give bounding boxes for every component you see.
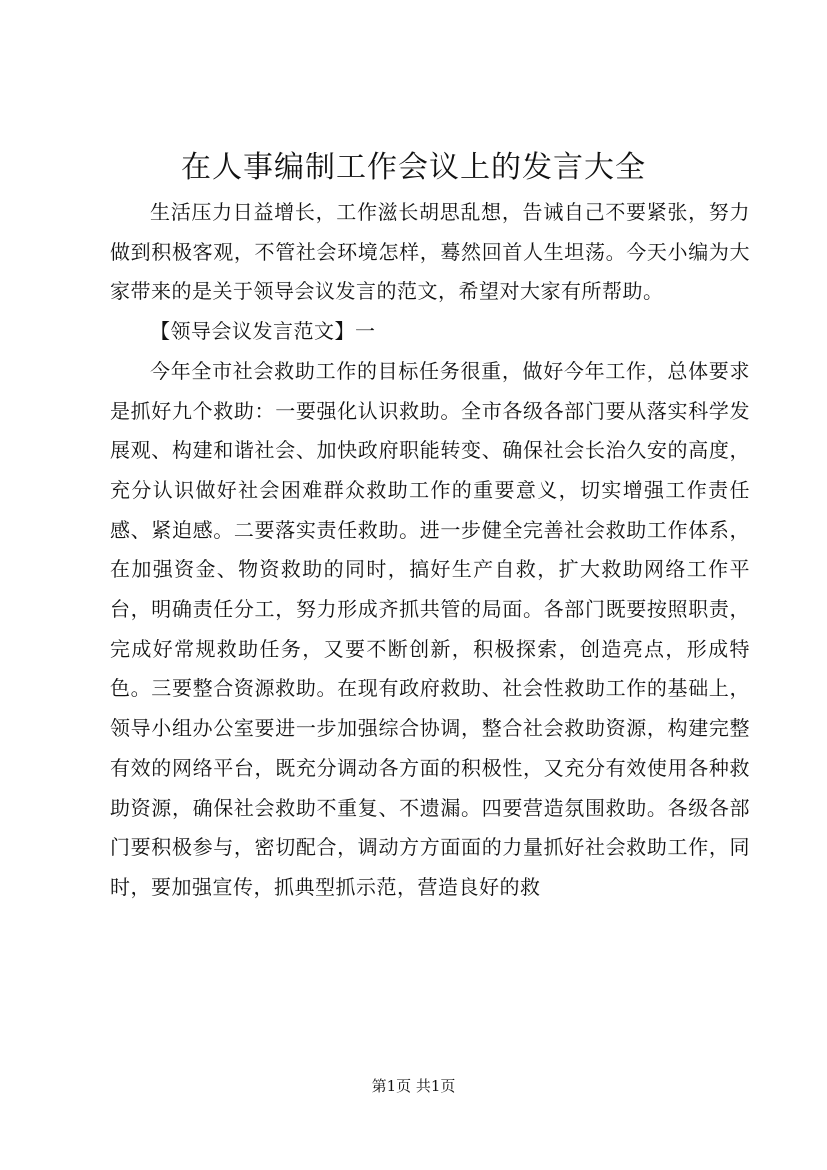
- page-footer: 第1页 共1页: [371, 1077, 456, 1095]
- body-paragraph: 今年全市社会救助工作的目标任务很重，做好今年工作，总体要求是抓好九个救助：一要强化认识救助。全市各级各部门要从落实科学发展观、构建和谐社会、加快政府职能转变、确保社会长治久安的高度，充分认识做好社会困难群众救助工作的重要意义，切实增强工作责任感、紧迫感。二要落实责任救助。进一步健全完善社会救助工作体系，在加强资金、物资救助的同时，搞好生产自救，扩大救助网络工作平台，明确责任分工，努力形成齐抓共管的局面。各部门既要按照职责，完成好常规救助任务，又要不断创新，积极探索，创造亮点，形成特色。三要整合资源救助。在现有政府救助、社会性救助工作的基础上，领导小组办公室要进一步加强综合协调，整合社会救助资源，构建完整有效的网络平台，既充分调动各方面的积极性，又充分有效使用各种救助资源，确保社会救助不重复、不遗漏。四要营造氛围救助。各级各部门要积极参与，密切配合，调动方方面面的力量抓好社会救助工作，同时，要加强宣传，抓典型抓示范，营造良好的救: [110, 358, 750, 899]
- section-heading: 【领导会议发言范文】一: [150, 319, 376, 344]
- document-body: [110, 193, 750, 908]
- intro-paragraph: 生活压力日益增长，工作滋长胡思乱想，告诫自己不要紧张，努力做到积极客观，不管社会环境怎样，蓦然回首人生坦荡。今天小编为大家带来的是关于领导会议发言的范文，希望对大家有所帮助。: [110, 200, 750, 304]
- document-title: 在人事编制工作会议上的发言大全: [181, 150, 646, 185]
